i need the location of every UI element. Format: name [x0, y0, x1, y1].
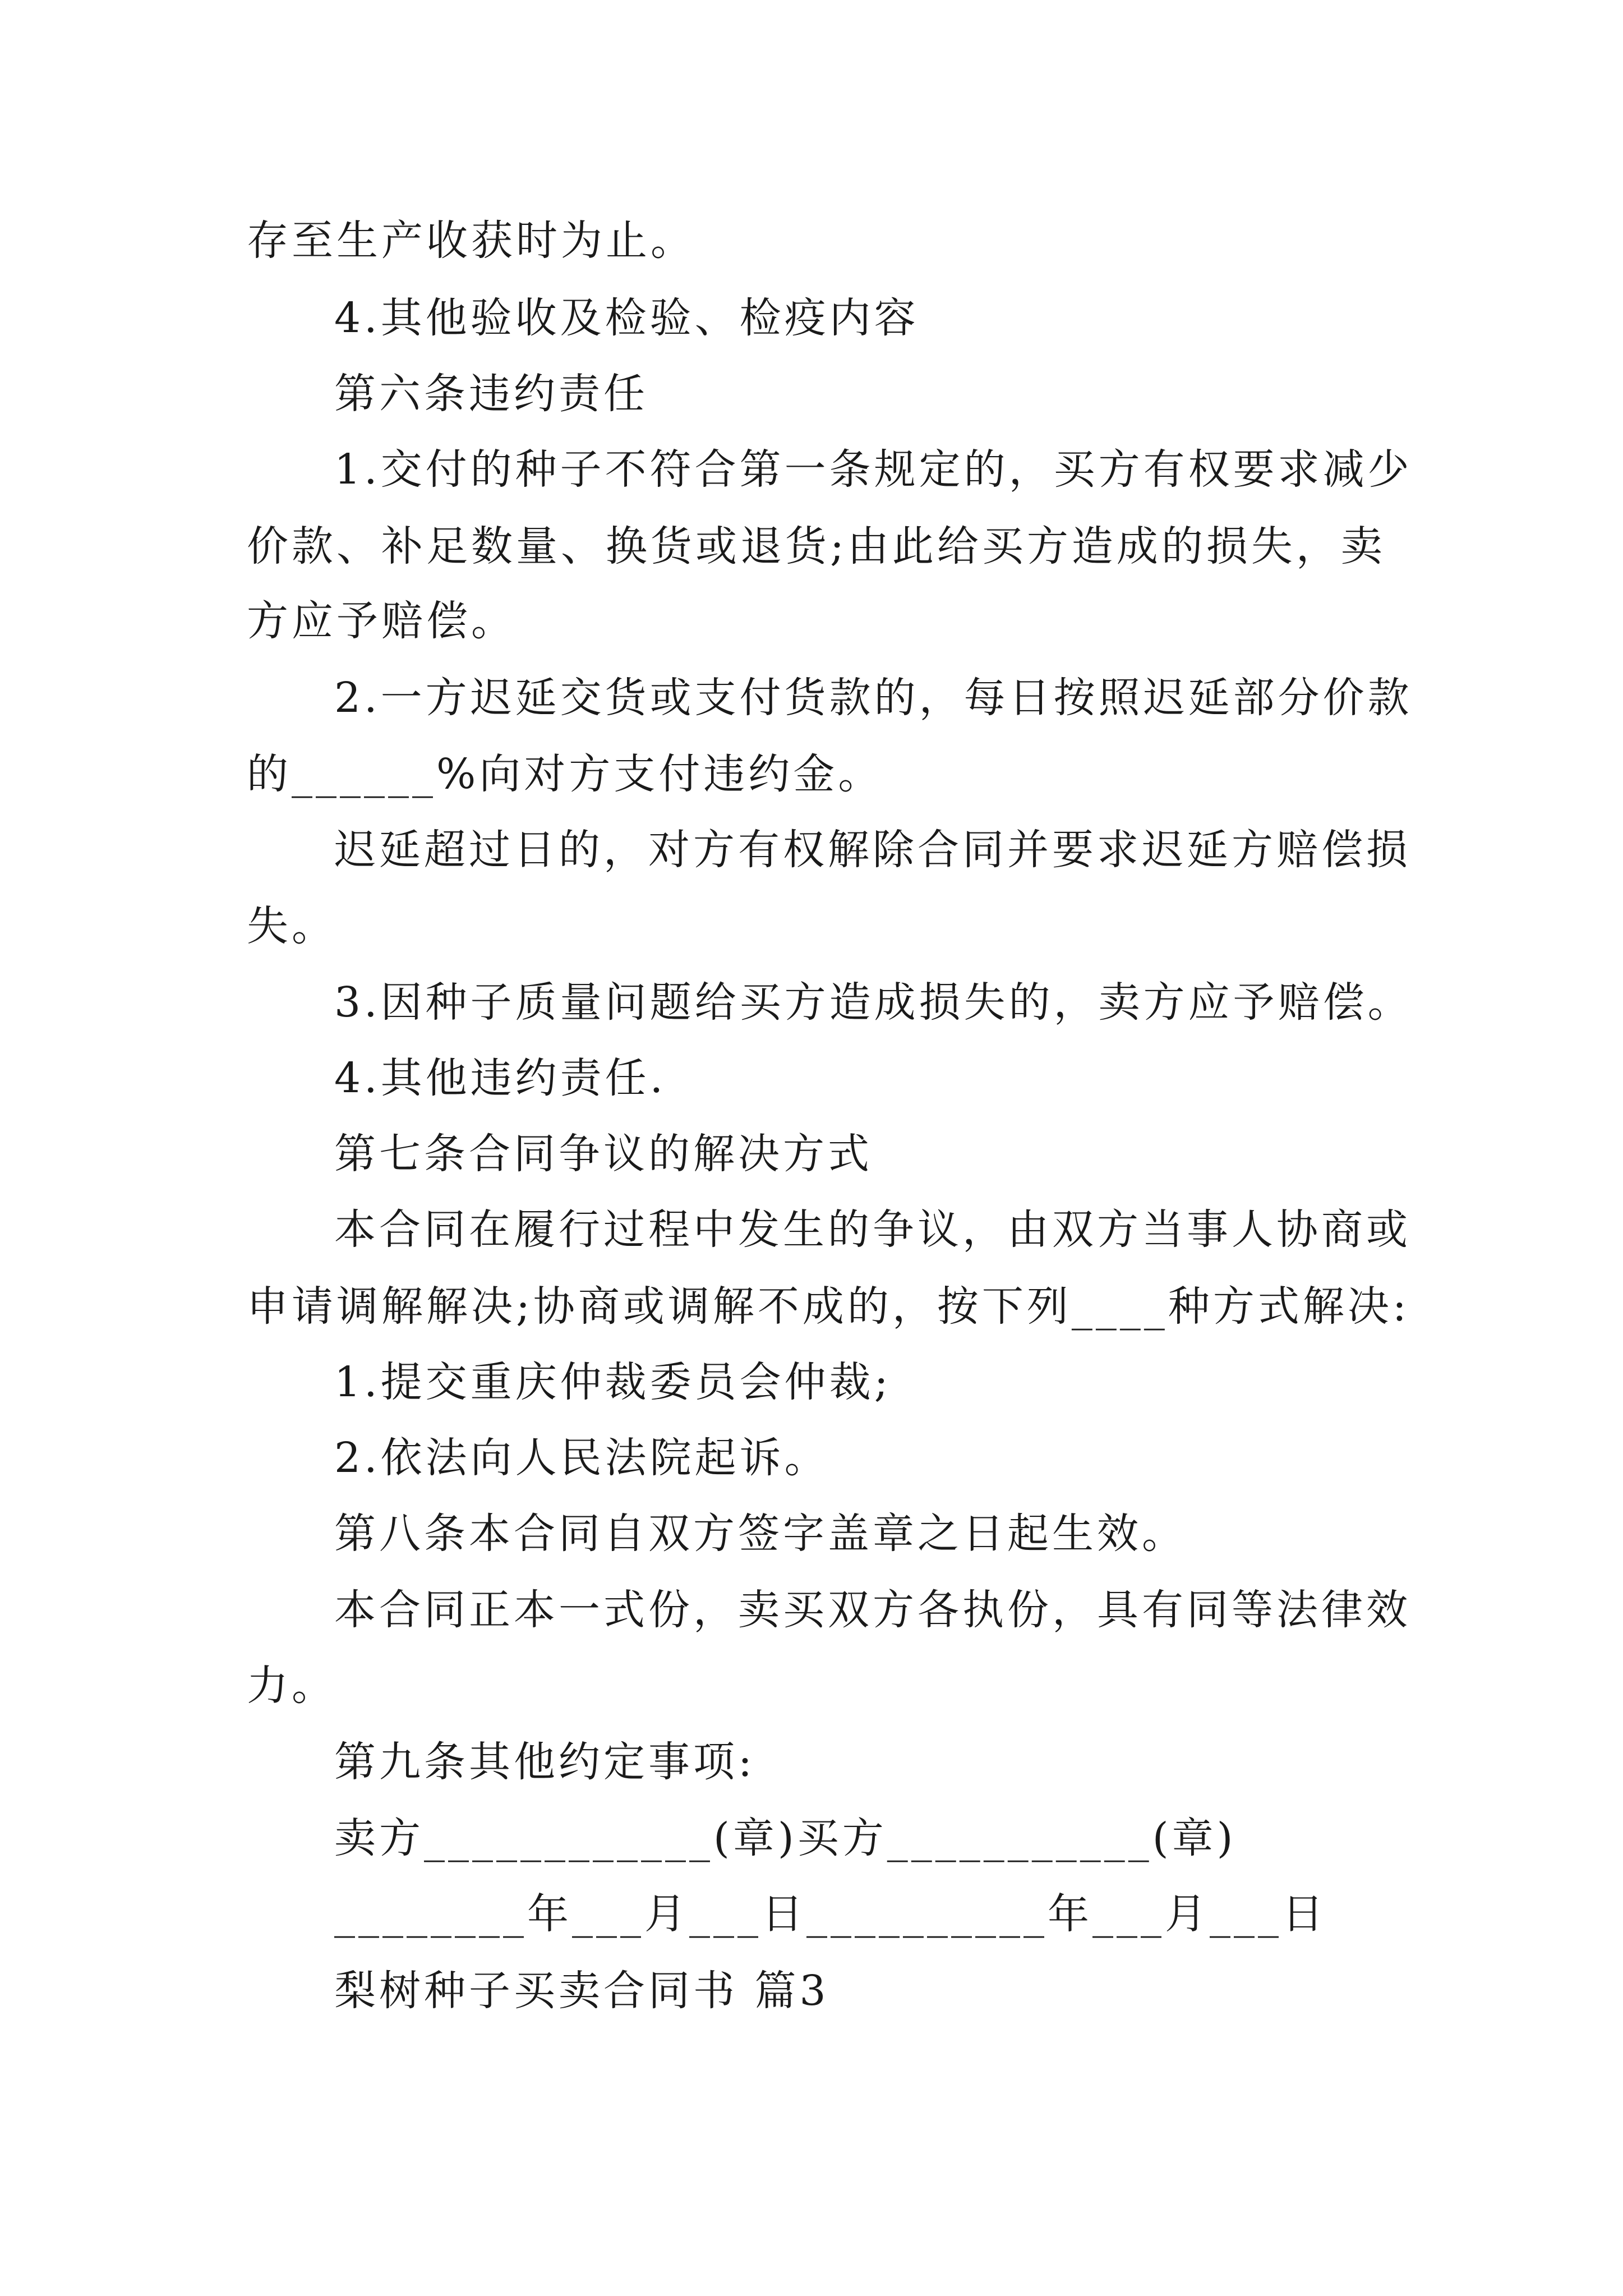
section-heading: 第八条本合同自双方签字盖章之日起生效。 [334, 1510, 1187, 1558]
text-line: 失。 [247, 902, 336, 950]
text-line: 价款、补足数量、换货或退货;由此给买方造成的损失，卖 [247, 522, 1386, 570]
text-line: 力。 [247, 1662, 336, 1710]
text-line: 本合同正本一式份，卖买双方各执份，具有同等法律效 [334, 1586, 1411, 1634]
text-line: 本合同在履行过程中发生的争议，由双方当事人协商或 [334, 1205, 1411, 1254]
text-line: 存至生产收获时为止。 [247, 217, 695, 265]
text-line: 1.提交重庆仲裁委员会仲裁; [334, 1358, 892, 1406]
section-heading: 第九条其他约定事项: [334, 1738, 755, 1786]
text-line: 3.因种子质量问题给买方造成损失的，卖方应予赔偿。 [334, 978, 1413, 1027]
date-line: ________年___月___日__________年___月___日 [334, 1890, 1327, 1938]
text-line: 4.其他违约责任. [334, 1054, 667, 1102]
text-line: 1.交付的种子不符合第一条规定的，买方有权要求减少 [334, 445, 1413, 494]
text-line: 2.依法向人民法院起诉。 [334, 1434, 829, 1482]
text-line: 的______%向对方支付违约金。 [247, 750, 883, 798]
text-line: 迟延超过日的，对方有权解除合同并要求迟延方赔偿损 [334, 826, 1411, 874]
text-line: 申请调解解决;协商或调解不成的，按下列____种方式解决: [247, 1282, 1410, 1331]
document-subtitle: 梨树种子买卖合同书 篇3 [334, 1967, 829, 2015]
section-heading: 第七条合同争议的解决方式 [334, 1130, 873, 1178]
text-line: 2.一方迟延交货或支付货款的，每日按照迟延部分价款 [334, 674, 1413, 722]
text-line: 4.其他验收及检验、检疫内容 [334, 294, 919, 342]
signature-line: 卖方____________(章)买方___________(章) [334, 1814, 1237, 1862]
section-heading: 第六条违约责任 [334, 370, 648, 418]
text-line: 方应予赔偿。 [247, 597, 516, 645]
